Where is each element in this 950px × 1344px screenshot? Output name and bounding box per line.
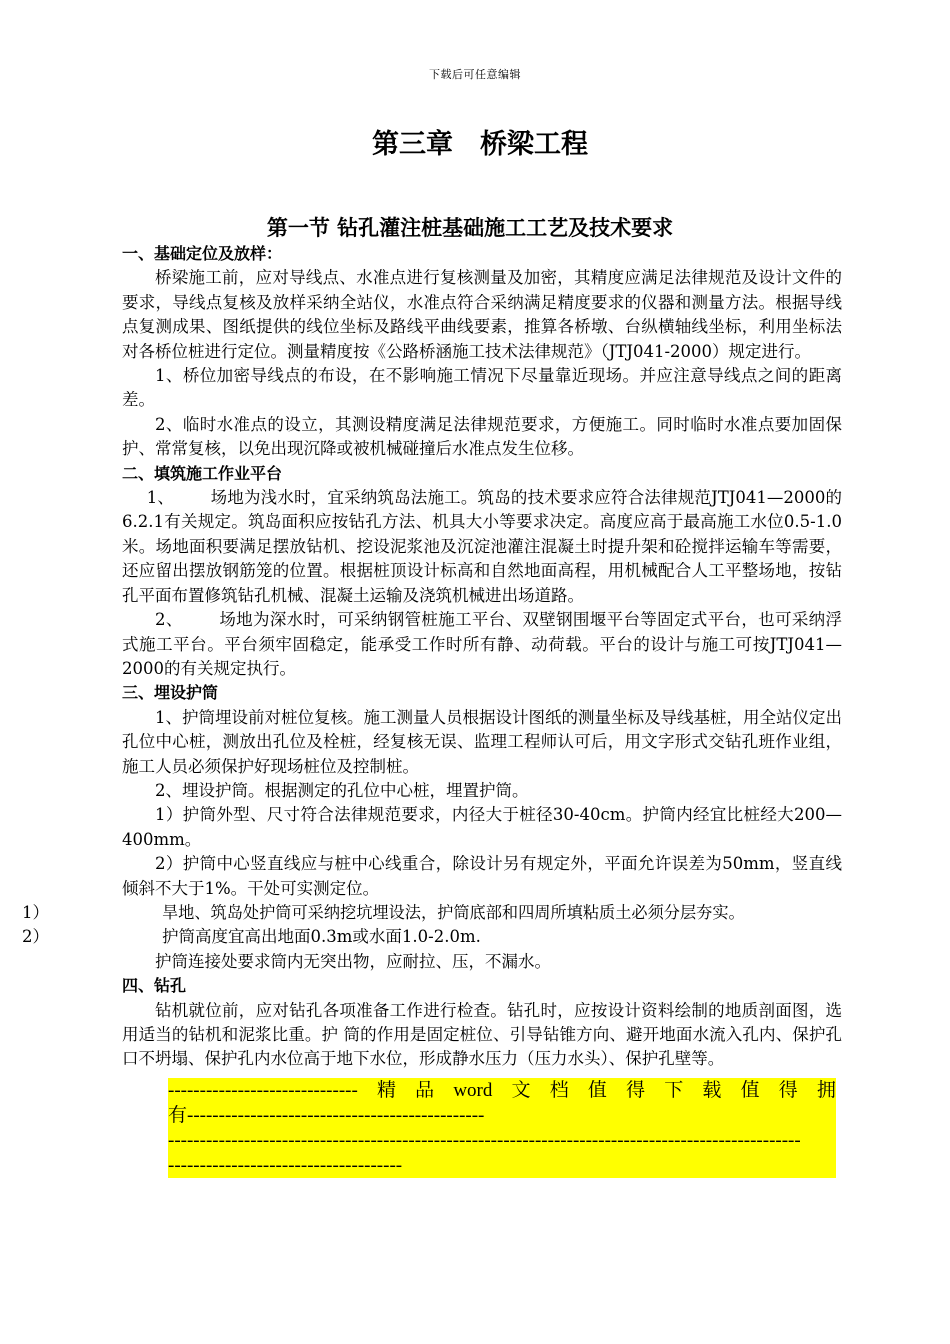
banner-word: 得: [778, 1079, 798, 1101]
heading-s1: 一、基础定位及放样：: [122, 244, 283, 263]
banner-word: 精: [376, 1079, 396, 1101]
list-text: 护筒高度宜高出地面0.3m或水面1.0-2.0m.: [162, 927, 481, 947]
banner-line: ----------------------------------------------------------------------------------------------------: [168, 1129, 801, 1151]
chapter-title: 第三章 桥梁工程: [372, 129, 588, 160]
banner-dashes: -------------------------------------: [168, 1154, 403, 1176]
paragraph: 护筒连接处要求筒内无突出物，应耐拉、压，不漏水。: [155, 951, 551, 971]
banner-word: 下: [664, 1079, 684, 1101]
list-text: 场地为深水时，可采纳钢管桩施工平台、双壁钢围堰平台等固定式平台，也可采纳浮式施工平台。平台须牢固稳定，能承受工作时所有静、动荷载。平台的设计与施工可按JTJ041—2000的有关规定执行。: [122, 610, 843, 678]
list-item: [22, 925, 842, 949]
list-number: 2、: [155, 610, 183, 630]
list-number: 1、: [146, 488, 175, 508]
banner-dashes: ------------------------------: [168, 1079, 358, 1101]
list-text: 场地为浅水时，宜采纳筑岛法施工。筑岛的技术要求应符合法律规范JTJ041—2000的6.2.1有关规定。筑岛面积应按钻孔方法、机具大小等要求决定。高度应高于最高施工水位0.5-1.0米。场地面积要满足摆放钻机、挖设泥浆池及沉淀池灌注混凝土时提升架和砼搅拌运输车等需要，还应留出摆放钢筋笼的位置。根据桩顶设计标高和自然地面高程，用机械配合人工平整场地，按钻孔平面布置修筑钻孔机械、混凝土运输及浇筑机械进出场道路。: [122, 488, 842, 605]
list-item: [22, 901, 842, 925]
banner-word: 值: [587, 1079, 607, 1101]
list-text: 旱地、筑岛处护筒可采纳挖坑埋设法，护筒底部和四周所填粘质土必须分层夯实。: [162, 902, 745, 922]
section-title: 第一节 钻孔灌注桩基础施工工艺及技术要求: [266, 215, 674, 240]
banner-line: [168, 1153, 836, 1178]
paragraph: 1、桥位加密导线点的布设，在不影响施工情况下尽量靠近现场。并应注意导线点之间的距离差。: [122, 366, 842, 410]
banner-word: 档: [549, 1079, 569, 1101]
heading-s2: 二、填筑施工作业平台: [122, 463, 283, 483]
heading-s3: 三、埋设护筒: [122, 683, 219, 703]
paragraph: 1）护筒外型、尺寸符合法律规范要求，内径大于桩径30-40cm。护筒内经宜比桩经大200—400mm。: [122, 805, 842, 849]
banner-word: 载: [702, 1079, 722, 1101]
paragraph: 2）护筒中心竖直线应与桩中心线重合，除设计另有规定外，平面允许误差为50mm，竖直线倾斜不大于1%。干处可实测定位。: [122, 854, 842, 898]
banner-word: word: [453, 1079, 493, 1101]
banner-word: 得: [626, 1079, 646, 1101]
paragraph: 钻机就位前，应对钻孔各项准备工作进行检查。钻孔时，应按设计资料绘制的地质剖面图，选用适当的钻机和泥浆比重。护 筒的作用是固定桩位、引导钻锥方向、避开地面水流入孔内、保护孔口不坍塌、保护孔内水位高于地下水位，形成静水压力（压力水头）、保护孔壁等。: [122, 1000, 842, 1069]
paragraph: 2、埋设护筒。根据测定的孔位中心桩，埋置护筒。: [155, 780, 529, 800]
banner-word: 品: [415, 1079, 435, 1101]
banner-word: 值: [740, 1079, 760, 1101]
list-number: 2）: [22, 927, 49, 947]
paragraph: 桥梁施工前，应对导线点、水准点进行复核测量及加密，其精度应满足法律规范及设计文件的要求，导线点复核及放样采纳全站仪，水准点符合采纳满足精度要求的仪器和测量方法。根据导线点复测成果、图纸提供的线位坐标及路线平曲线要素，推算各桥墩、台纵横轴线坐标，利用坐标法对各桥位桩进行定位。测量精度按《公路桥涵施工技术法律规范》（JTJ041-2000）规定进行。: [122, 268, 842, 361]
paragraph: 2、临时水准点的设立，其测设精度满足法律规范要求，方便施工。同时临时水准点要加固保护、常常复核，以免出现沉降或被机械碰撞后水准点发生位移。: [122, 414, 842, 459]
highlight-banner: [168, 1078, 836, 1178]
banner-line: 有-----------------------------------------------: [168, 1104, 485, 1126]
banner-word: 拥: [816, 1079, 836, 1101]
paragraph: 1、护筒埋设前对桩位复核。施工测量人员根据设计图纸的测量坐标及导线基桩，用全站仪定出孔位中心桩，测放出孔位及栓桩，经复核无误、监理工程师认可后，用文字形式交钻孔班作业组，施工人员必须保护好现场桩位及控制桩。: [122, 707, 842, 776]
banner-word: 文: [511, 1079, 531, 1101]
page-header: 下载后可任意编辑: [429, 68, 521, 81]
list-number: 1）: [22, 902, 49, 922]
paragraph: [122, 486, 842, 608]
banner-line: [168, 1078, 836, 1103]
document-body: [22, 242, 843, 1178]
heading-s4: 四、钻孔: [122, 976, 187, 996]
paragraph: [122, 608, 842, 681]
